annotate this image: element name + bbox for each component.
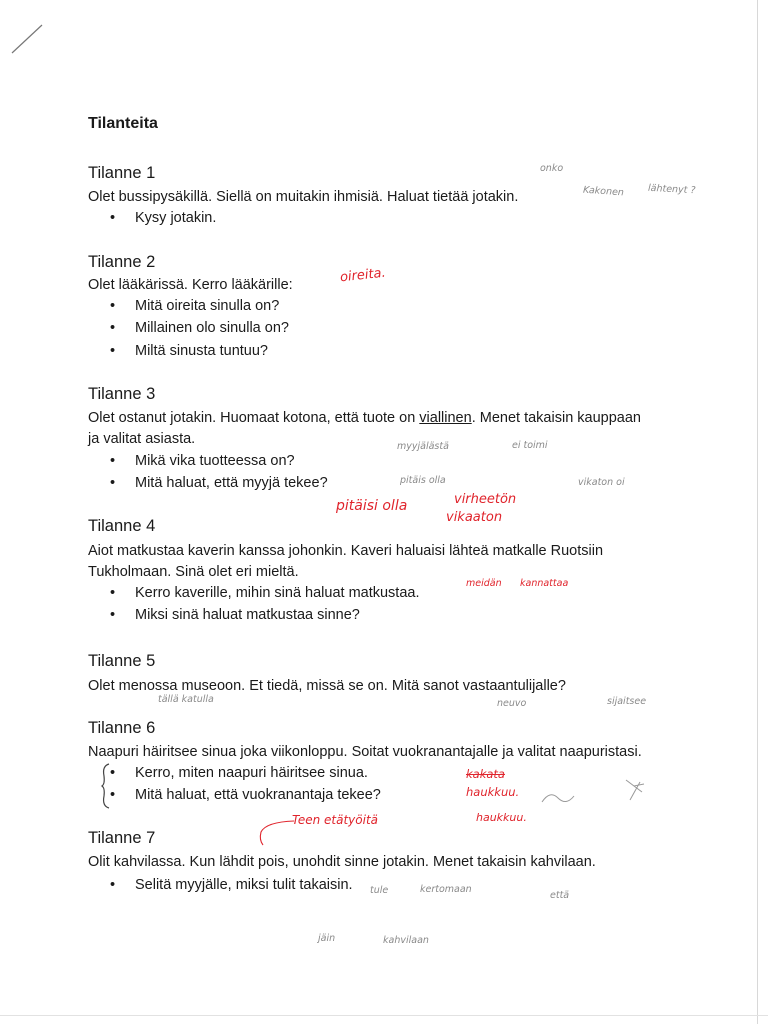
list-item: • Kerro, miten naapuri häiritsee sinua. [110, 765, 368, 781]
pencil-note: pitäis olla [400, 475, 446, 486]
pencil-note: jäin [318, 933, 336, 944]
section-text: Olet bussipysäkillä. Siellä on muitakin ihmisiä. Haluat tietää jotakin. [88, 189, 519, 205]
section-heading: Tilanne 4 [88, 517, 156, 535]
pencil-note: sijaitsee [607, 696, 647, 707]
pencil-note: tällä katulla [158, 694, 214, 705]
section-text: Olet menossa museoon. Et tiedä, missä se on. Mitä sanot vastaantulijalle? [88, 678, 566, 694]
list-item: • Miltä sinusta tuntuu? [110, 343, 268, 359]
pencil-note: ei toimi [512, 440, 548, 451]
section-text: Aiot matkustaa kaverin kanssa johonkin. Kaveri haluaisi lähteä matkalle Ruotsiin [88, 543, 604, 559]
section-heading: Tilanne 2 [88, 253, 156, 271]
pencil-note: vikaton oi [578, 477, 625, 488]
pencil-scribble-icon [538, 788, 586, 812]
red-pen-note: Teen etätyöitä [292, 813, 379, 827]
section-heading: Tilanne 6 [88, 719, 156, 737]
page-edge [757, 0, 758, 1024]
list-item: • Miksi sinä haluat matkustaa sinne? [110, 607, 360, 623]
pencil-note: kahvilaan [383, 935, 429, 946]
red-pen-note: virheetön [454, 492, 517, 507]
section-text: ja valitat asiasta. [88, 431, 196, 447]
section-heading: Tilanne 5 [88, 652, 156, 670]
list-item: • Mitä haluat, että vuokranantaja tekee? [110, 787, 381, 803]
section-heading: Tilanne 1 [88, 164, 156, 182]
section-text: Olet ostanut jotakin. Huomaat kotona, että tuote on viallinen. Menet takaisin kauppaan [88, 410, 641, 426]
section-text: Tukholmaan. Sinä olet eri mieltä. [88, 564, 299, 580]
pencil-note: tule [370, 885, 389, 896]
red-pen-note: pitäisi olla [336, 498, 408, 514]
list-item: • Mitä oireita sinulla on? [110, 298, 280, 314]
pencil-note: onko [540, 163, 564, 174]
underlined-word: viallinen [419, 410, 472, 426]
pencil-note: Kakonen [582, 184, 625, 199]
red-pen-note: oireita. [339, 265, 387, 286]
pencil-stroke-icon [10, 22, 46, 56]
list-item: • Kysy jotakin. [110, 210, 217, 226]
pencil-note: kertomaan [420, 884, 472, 895]
section-text: Naapuri häiritsee sinua joka viikonloppu. Soitat vuokranantajalle ja valitat naapuristasi. [88, 744, 642, 760]
pencil-note: neuvo [497, 698, 527, 709]
section-heading: Tilanne 3 [88, 385, 156, 403]
red-pen-arrow-icon [256, 818, 296, 848]
list-item: • Selitä myyjälle, miksi tulit takaisin. [110, 877, 353, 893]
list-item: • Millainen olo sinulla on? [110, 320, 289, 336]
document-title: Tilanteita [88, 115, 158, 132]
section-text: Olit kahvilassa. Kun lähdit pois, unohdit sinne jotakin. Menet takaisin kahvilaan. [88, 854, 596, 870]
red-pen-note: kannattaa [520, 578, 569, 589]
pencil-scribble-icon [622, 776, 648, 804]
pencil-note: että [550, 890, 570, 901]
section-heading: Tilanne 7 [88, 829, 156, 847]
pencil-note: lähtenyt ? [647, 182, 696, 197]
list-item: • Mitä haluat, että myyjä tekee? [110, 475, 328, 491]
red-pen-note: meidän [466, 578, 502, 589]
list-item: • Kerro kaverille, mihin sinä haluat matkustaa. [110, 585, 420, 601]
red-pen-note: kakata [466, 767, 505, 781]
section-text: Olet lääkärissä. Kerro lääkärille: [88, 277, 293, 293]
list-item: • Mikä vika tuotteessa on? [110, 453, 295, 469]
red-pen-note: haukkuu. [476, 811, 527, 824]
red-pen-note: vikaaton [446, 510, 503, 525]
pencil-note: myyjälästä [397, 441, 449, 452]
page-edge [0, 1015, 768, 1016]
red-pen-note: haukkuu. [466, 785, 520, 799]
